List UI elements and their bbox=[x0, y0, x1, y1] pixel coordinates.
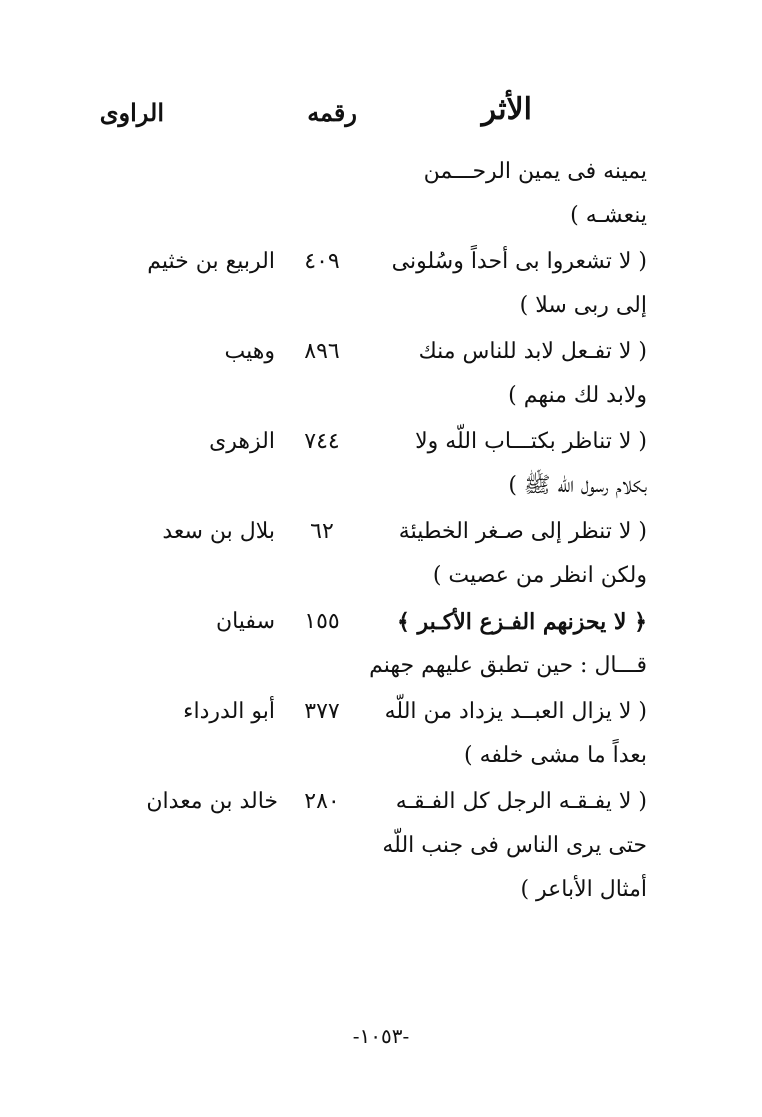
athar-text-line: أمثال الأباعر ) bbox=[520, 877, 647, 902]
entry-narrator: وهيب bbox=[224, 339, 275, 364]
athar-text-line: ( لا تناظر بكتـــاب اللّه ولا bbox=[415, 429, 647, 454]
entry bbox=[0, 510, 762, 598]
athar-text-line: ولابد لك منهم ) bbox=[508, 383, 647, 408]
entry-number: ٧٤٤ bbox=[304, 429, 340, 454]
entry-narrator: سفيان bbox=[215, 609, 275, 634]
athar-text-line: ( لا تفـعل لابد للناس منك bbox=[418, 339, 647, 364]
entry-narrator: أبو الدرداء bbox=[183, 699, 275, 724]
entry-number: ١٥٥ bbox=[304, 609, 340, 634]
entry-narrator: بلال بن سعد bbox=[162, 519, 275, 544]
athar-text-line: ( لا تنظر إلى صـغر الخطيئة bbox=[398, 519, 647, 544]
entry-narrator: الربيع بن خثيم bbox=[147, 249, 275, 274]
athar-text-line: يمينه فى يمين الرحـــمن bbox=[423, 159, 647, 184]
entry-continuation bbox=[0, 150, 762, 238]
athar-text-line: بعداً ما مشى خلفه ) bbox=[464, 743, 647, 768]
entry-narrator: الزهرى bbox=[209, 429, 275, 454]
column-headers bbox=[0, 92, 762, 142]
entry bbox=[0, 600, 762, 688]
athar-text-line: بكلام رسول اللّه ﷺ ) bbox=[508, 473, 647, 498]
header-athar: الأثر bbox=[481, 92, 532, 127]
athar-text-line: ولكن انظر من عصيت ) bbox=[432, 563, 647, 588]
athar-text-line: ﴿ لا يحزنهم الفـزع الأكـبر ﴾ bbox=[396, 609, 647, 635]
entry-number: ٤٠٩ bbox=[304, 249, 340, 274]
entries-list bbox=[0, 150, 762, 912]
athar-text-line: ( لا يفـقـه الرجل كل الفـقـه bbox=[395, 789, 647, 814]
entry bbox=[0, 330, 762, 418]
header-number: رقمه bbox=[307, 98, 357, 127]
entry-number: ٨٩٦ bbox=[304, 339, 340, 364]
header-narrator: الراوى bbox=[99, 98, 164, 127]
athar-text-line: قـــال : حين تطبق عليهم جهنم bbox=[369, 653, 647, 678]
athar-text-line: ( لا يزال العبــد يزداد من اللّه bbox=[384, 699, 647, 724]
entry-number: ٢٨٠ bbox=[304, 789, 340, 814]
athar-text-line: ( لا تشعروا بى أحداً وسُلونى bbox=[391, 249, 647, 274]
entry bbox=[0, 690, 762, 778]
athar-text-line: إلى ربى سلا ) bbox=[519, 293, 647, 318]
entry-narrator: خالد بن معدان bbox=[146, 789, 278, 814]
entry bbox=[0, 780, 762, 912]
entry bbox=[0, 240, 762, 328]
page-number: -١٠٥٣- bbox=[352, 1024, 410, 1048]
entry-number: ٣٧٧ bbox=[304, 699, 340, 724]
entry-number: ٦٢ bbox=[310, 519, 334, 544]
athar-text-line: حتى يرى الناس فى جنب اللّه bbox=[382, 833, 647, 858]
athar-text-line: ينعشـه ) bbox=[570, 203, 647, 228]
entry bbox=[0, 420, 762, 508]
